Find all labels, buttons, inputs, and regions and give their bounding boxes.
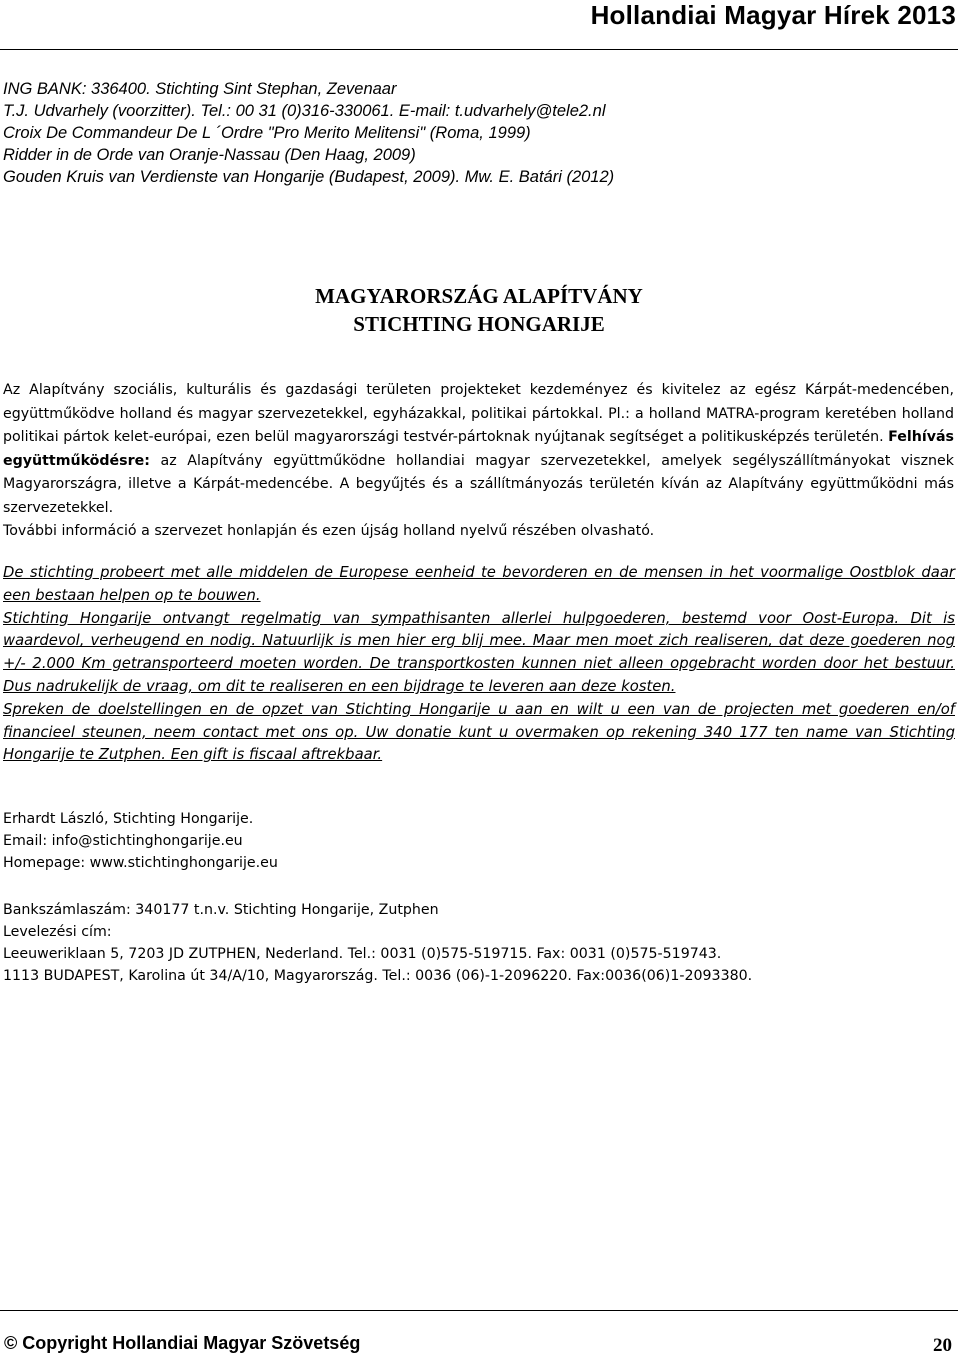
hu-call-to-action: Felhívás együttműködésre:: [3, 429, 954, 469]
bank-account: Bankszámlaszám: 340177 t.n.v. Stichting Hongarije, Zutphen: [3, 902, 439, 918]
page-number: 20: [933, 1335, 952, 1356]
address-block: [3, 899, 953, 987]
award-line: Ridder in de Orde van Oranje-Nassau (Den Haag, 2009): [3, 146, 416, 164]
address-netherlands: Leeuweriklaan 5, 7203 JD ZUTPHEN, Nederland. Tel.: 0031 (0)575-519715. Fax: 0031 (0)575-519743.: [3, 946, 722, 962]
contact-name: Erhardt László, Stichting Hongarije.: [3, 811, 254, 827]
bank-info-block: [3, 78, 953, 188]
contact-email: Email: info@stichtinghongarije.eu: [3, 833, 243, 849]
nl-paragraph-1: [3, 562, 955, 608]
nl-text: De stichting probeert met alle middelen de Europese eenheid te bevorderen en de mensen in het voormalige Oostblok daar een bestaan helpen op te bouwen.: [3, 564, 955, 604]
header-title: Hollandiai Magyar Hírek 2013: [590, 0, 956, 30]
address-hungary: 1113 BUDAPEST, Karolina út 34/A/10, Magyarország. Tel.: 0036 (06)-1-2096220. Fax:0036(06)1-2093380.: [3, 968, 753, 984]
header-rule: [0, 49, 958, 50]
hu-more-info: További információ a szervezet honlapján és ezen újság holland nyelvű részében olvasható.: [3, 523, 655, 539]
nl-text: Spreken de doelstellingen en de opzet van Stichting Hongarije u aan en wilt u een van de projecten met goederen en/of financieel steunen, neem contact met ons op. Uw donatie kunt u overmaken op rekening 340 177 ten name van Stichting Hongarije te Zutphen. Een gift is fiscaal aftrekbaar.: [3, 700, 955, 764]
hu-text: Az Alapítvány szociális, kulturális és gazdasági területen projekteket kezdeményez és kivitelez az egész Kárpát-medencében, együttműködve holland és magyar szervezetekkel, egyházakkal, politikai pártokkal. Pl.: a holland MATRA-program keretében holland politikai pártok kelet-európai, ezen belül magyarországi testvér-pártoknak nyújtanak segítséget a politikusképzés területén.: [3, 382, 954, 445]
nl-text: Stichting Hongarije ontvangt regelmatig van sympathisanten allerlei hulpgoederen, bestemd voor Oost-Europa. Dit is waardevol, verheugend en nodig. Natuurlijk is men hier erg blij mee. Maar men moet zich realiseren, dat deze goederen nog +/- 2.000 Km getransporteerd moeten worden. De transportkosten kunnen niet alleen opgebracht worden door het bestuur. Dus nadrukelijk de vraag, om dit te realiseren en een bijdrage te leveren aan deze kosten.: [3, 609, 955, 695]
hu-text: az Alapítvány együttműködne hollandiai magyar szervezetekkel, amelyek segélyszállítmányokat visznek Magyarországra, illetve a Kárpát-medencébe. A begyűjtés és a szállítmányozás területén kíván az Alapítvány együttműködni más szervezetekkel.: [3, 452, 954, 516]
chairman-line: T.J. Udvarhely (voorzitter). Tel.: 00 31 (0)316-330061. E-mail: t.udvarhely@tele2.nl: [3, 102, 606, 120]
award-line: Gouden Kruis van Verdienste van Hongarije (Budapest, 2009). Mw. E. Batári (2012): [3, 168, 615, 186]
bank-line: ING BANK: 336400. Stichting Sint Stephan, Zevenaar: [3, 80, 397, 98]
footer-copyright: © Copyright Hollandiai Magyar Szövetség: [4, 1333, 361, 1353]
hungarian-paragraph: [3, 379, 954, 544]
foundation-heading-nl: STICHTING HONGARIJE: [353, 312, 605, 336]
contact-homepage: Homepage: www.stichtinghongarije.eu: [3, 855, 278, 871]
nl-paragraph-2: [3, 608, 955, 699]
award-line: Croix De Commandeur De L ´Ordre "Pro Merito Melitensi" (Roma, 1999): [3, 124, 531, 142]
mailing-address-label: Levelezési cím:: [3, 924, 112, 940]
dutch-paragraph: [3, 562, 955, 767]
foundation-heading-hu: MAGYARORSZÁG ALAPÍTVÁNY: [315, 284, 643, 308]
nl-paragraph-3: [3, 699, 955, 767]
contact-block: [3, 808, 953, 874]
footer-rule: [0, 1310, 958, 1311]
